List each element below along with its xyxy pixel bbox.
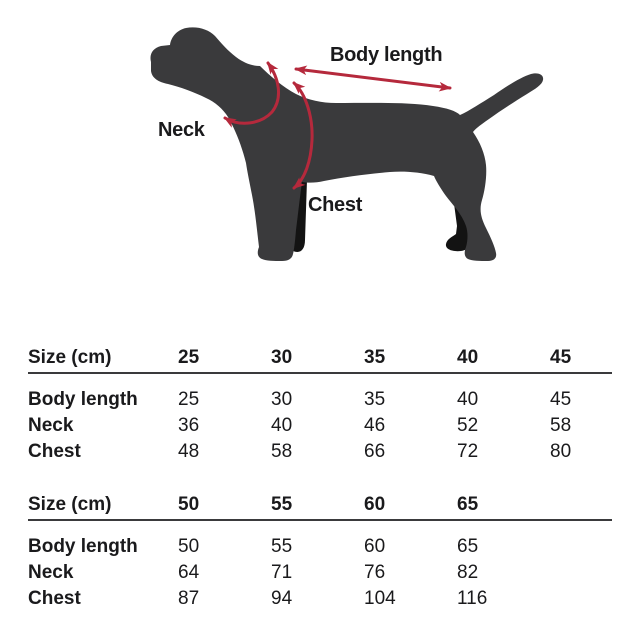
- value-cell: 65: [457, 536, 479, 557]
- value-cell: 71: [271, 562, 293, 583]
- value-cell: 72: [457, 441, 479, 462]
- row-label: Body length: [28, 536, 138, 557]
- size-column-header: 30: [271, 347, 293, 368]
- row-label: Chest: [28, 588, 81, 609]
- row-label: Body length: [28, 389, 138, 410]
- value-cell: 104: [364, 588, 396, 609]
- value-cell: 94: [271, 588, 293, 609]
- size-column-header: 55: [271, 494, 293, 515]
- table-body: [28, 374, 612, 465]
- size-column-header: 35: [364, 347, 386, 368]
- size-column-header: 45: [550, 347, 572, 368]
- value-cell: 46: [364, 415, 386, 436]
- size-cm-header: Size (cm): [28, 494, 112, 515]
- size-column-header: 25: [178, 347, 200, 368]
- table-row-neck: [28, 560, 612, 586]
- body-length-label: Body length: [330, 44, 443, 66]
- body-length-arrow: [296, 69, 450, 88]
- neck-label: Neck: [158, 119, 205, 141]
- value-cell: 82: [457, 562, 479, 583]
- value-cell: 25: [178, 389, 200, 410]
- value-cell: 80: [550, 441, 572, 462]
- size-table-large: [28, 492, 612, 612]
- value-cell: 40: [457, 389, 479, 410]
- value-cell: 55: [271, 536, 293, 557]
- value-cell: 64: [178, 562, 200, 583]
- size-column-header: 40: [457, 347, 479, 368]
- size-cm-header: Size (cm): [28, 347, 112, 368]
- row-label: Neck: [28, 415, 74, 436]
- size-table-small: [28, 345, 612, 465]
- value-cell: 76: [364, 562, 386, 583]
- value-cell: 58: [550, 415, 572, 436]
- value-cell: 40: [271, 415, 293, 436]
- row-label: Neck: [28, 562, 74, 583]
- value-cell: 48: [178, 441, 200, 462]
- value-cell: 52: [457, 415, 479, 436]
- chest-label: Chest: [308, 194, 363, 216]
- size-column-header: 50: [178, 494, 200, 515]
- table-row-body-length: [28, 387, 612, 413]
- value-cell: 60: [364, 536, 386, 557]
- table-row-neck: [28, 413, 612, 439]
- table-row-chest: [28, 439, 612, 465]
- value-cell: 35: [364, 389, 386, 410]
- value-cell: 66: [364, 441, 386, 462]
- value-cell: 87: [178, 588, 200, 609]
- table-header-row: [28, 492, 612, 521]
- value-cell: 36: [178, 415, 200, 436]
- table-body: [28, 521, 612, 612]
- table-header-row: [28, 345, 612, 374]
- table-row-body-length: [28, 534, 612, 560]
- value-cell: 30: [271, 389, 293, 410]
- value-cell: 116: [457, 588, 488, 609]
- size-column-header: 60: [364, 494, 386, 515]
- value-cell: 45: [550, 389, 572, 410]
- size-column-header: 65: [457, 494, 479, 515]
- value-cell: 50: [178, 536, 200, 557]
- value-cell: 58: [271, 441, 293, 462]
- table-row-chest: [28, 586, 612, 612]
- row-label: Chest: [28, 441, 81, 462]
